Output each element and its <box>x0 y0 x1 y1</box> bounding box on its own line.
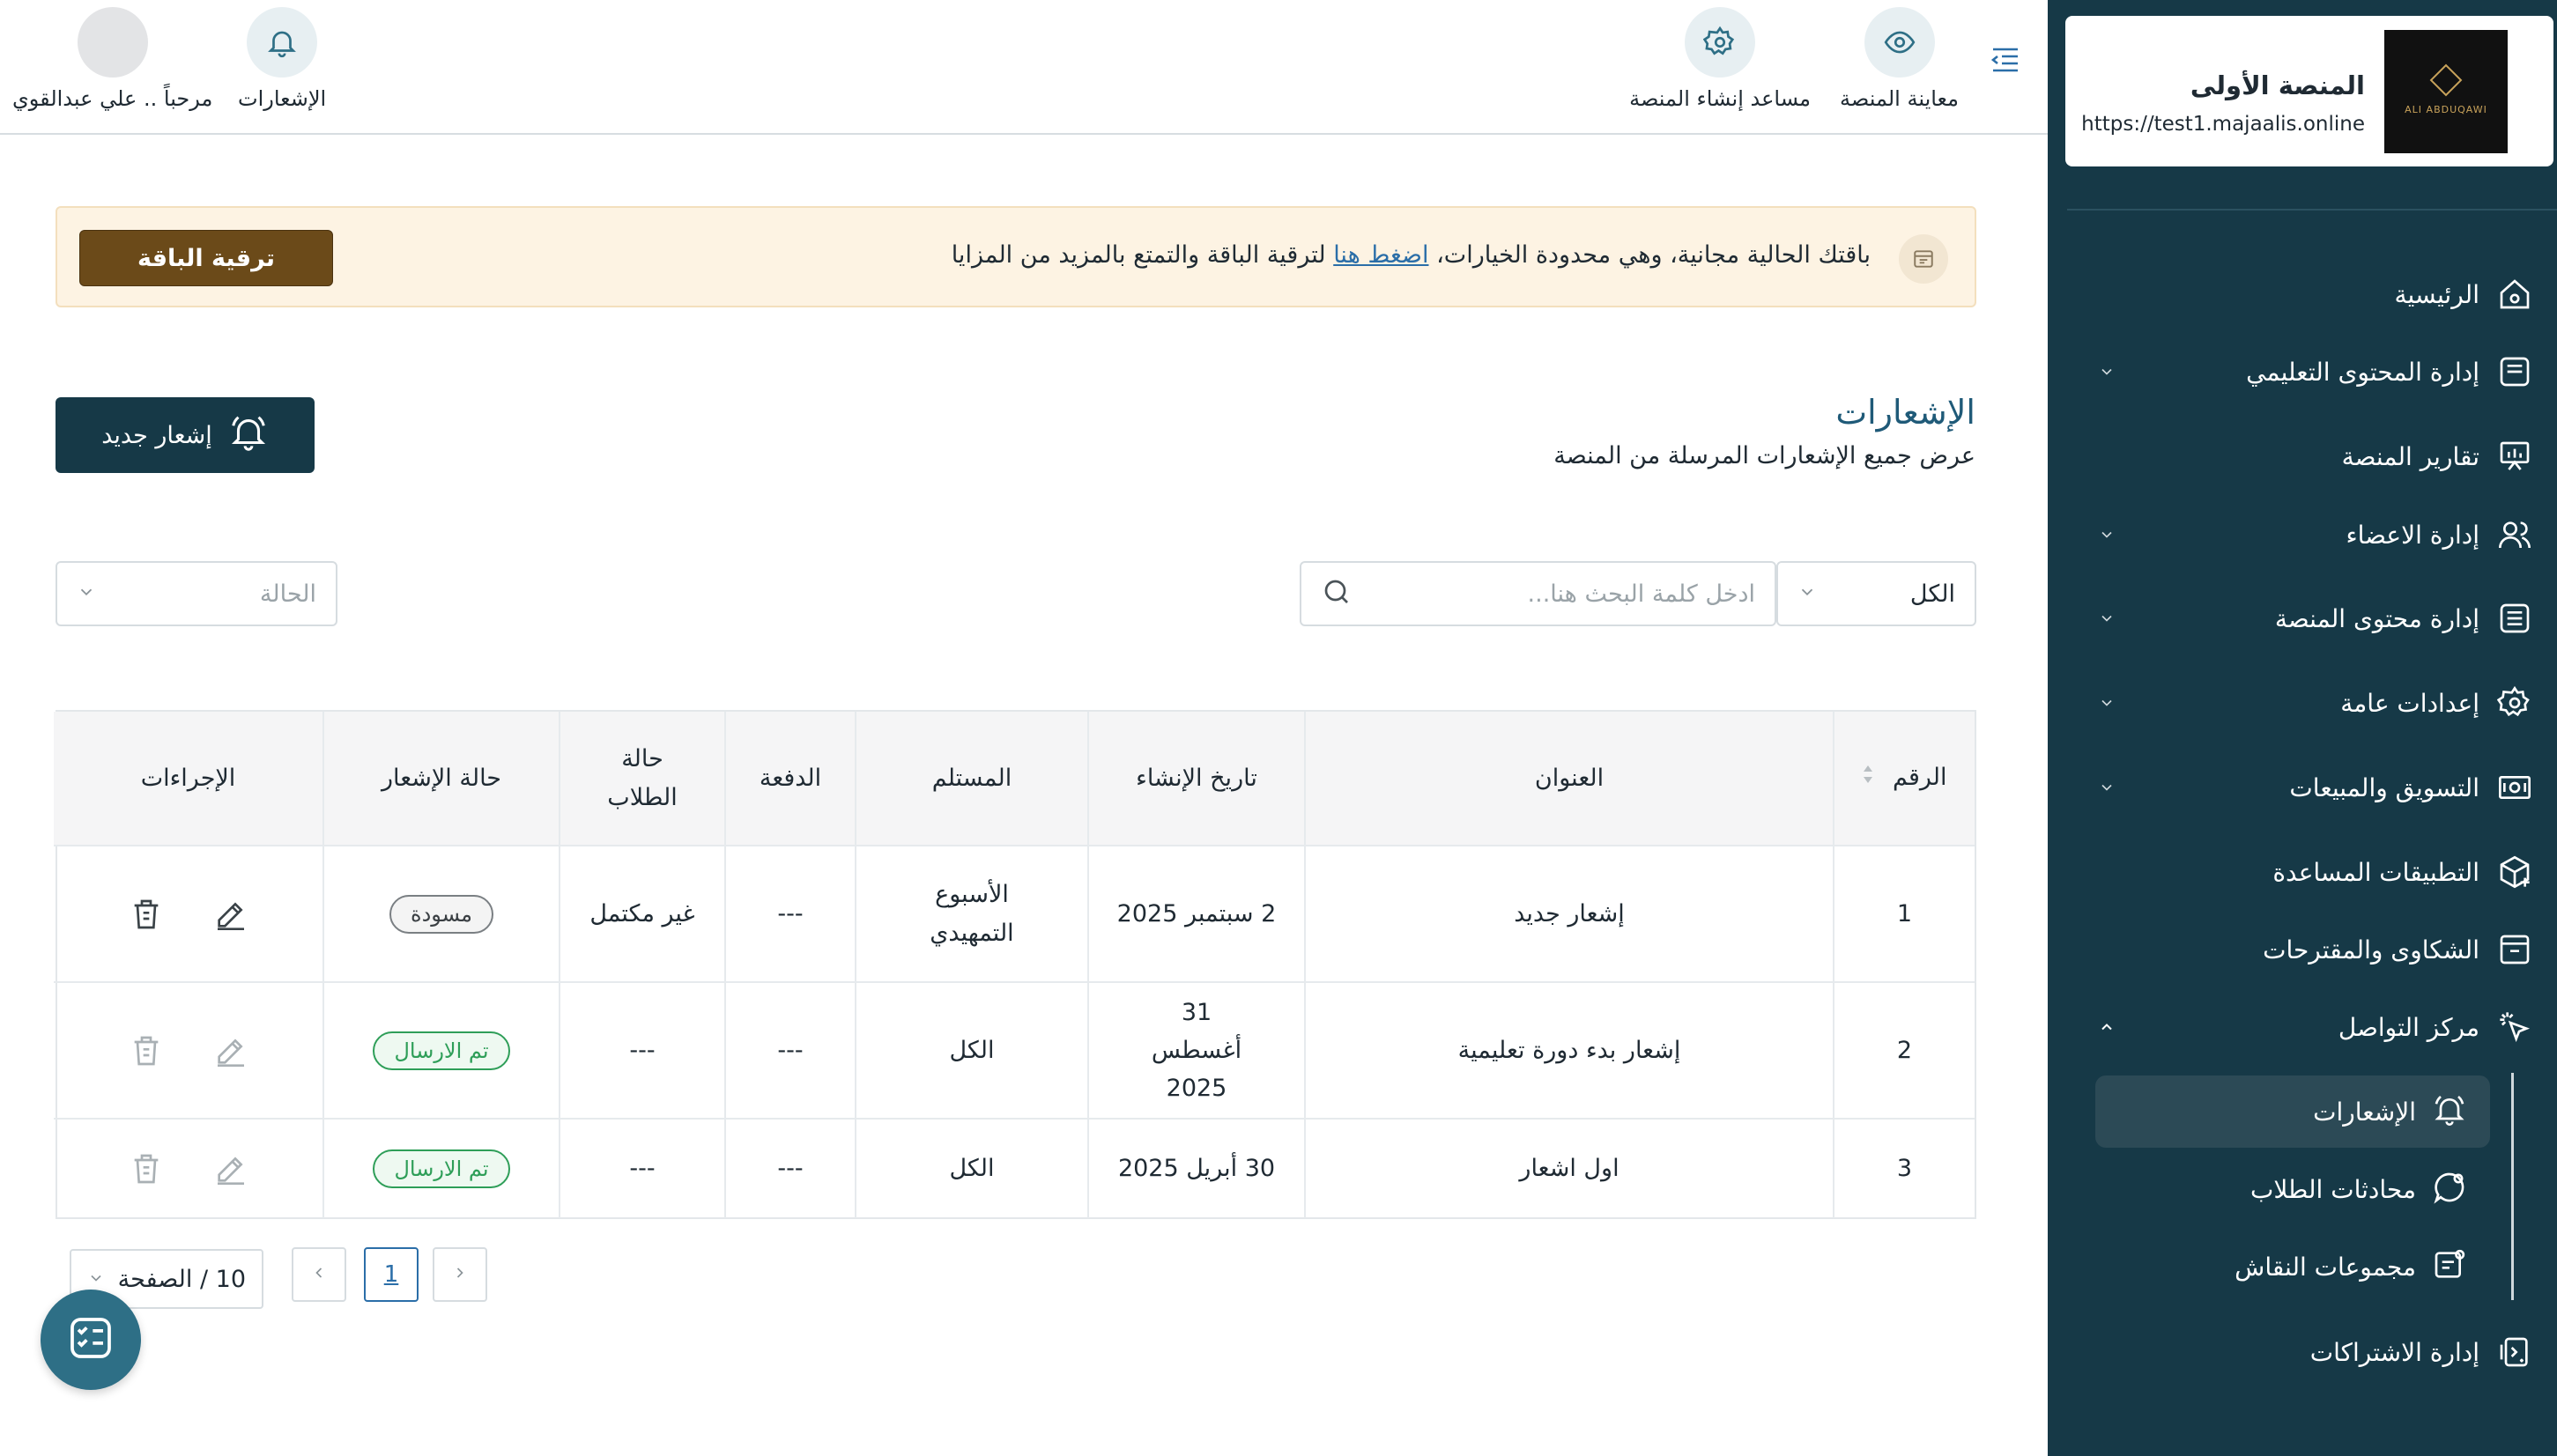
box-plus-icon <box>2495 853 2534 891</box>
brand-logo <box>2384 30 2508 153</box>
cell-number: 2 <box>1834 982 1975 1119</box>
banner-text-after: لترقية الباقة والتمتع بالمزيد من المزايا <box>951 241 1326 269</box>
type-filter-select[interactable] <box>1776 561 1976 626</box>
page-subtitle: عرض جميع الإشعارات المرسلة من المنصة <box>1553 442 1975 469</box>
cell-student-status: --- <box>560 1119 725 1218</box>
cell-recipient: الكل <box>856 982 1088 1119</box>
users-icon <box>2495 515 2534 554</box>
column-header-actions: الإجراءات <box>54 712 323 846</box>
cell-number: 1 <box>1834 846 1975 982</box>
cell-created: 31 أغسطس 2025 <box>1088 982 1305 1119</box>
trash-icon[interactable] <box>126 894 167 935</box>
column-header-batch: الدفعة <box>725 712 856 846</box>
bell-icon <box>2432 1092 2467 1131</box>
column-header-notification-status: حالة الإشعار <box>323 712 560 846</box>
sidebar-item-educational-content[interactable] <box>2094 345 2534 398</box>
sidebar-item-platform-content[interactable] <box>2094 592 2534 645</box>
chevron-down-icon <box>1797 580 1817 608</box>
notifications-button[interactable] <box>238 7 326 111</box>
assistant-label: مساعد إنشاء المنصة <box>1629 86 1811 111</box>
banner-message <box>952 241 1871 269</box>
sort-icon[interactable] <box>1862 759 1874 797</box>
chevron-down-icon[interactable] <box>2094 358 2120 385</box>
cell-number: 3 <box>1834 1119 1975 1218</box>
cell-notification-status <box>323 1119 560 1218</box>
chevron-left-icon <box>310 1261 328 1288</box>
edit-icon[interactable] <box>211 1031 251 1071</box>
new-notification-label: إشعار جديد <box>101 421 212 449</box>
cell-recipient: الأسبوع التمهيدي <box>856 846 1088 982</box>
sidebar-item-label: تقارير المنصة <box>2341 441 2479 471</box>
sidebar-item-label: إدارة الاعضاء <box>2346 520 2479 550</box>
bell-icon <box>247 7 317 78</box>
page-size-value: 10 / الصفحة <box>117 1265 246 1293</box>
column-header-number[interactable] <box>1834 712 1975 846</box>
brand-url: https://test1.majaalis.online <box>2081 113 2365 136</box>
notifications-table <box>56 710 1976 1219</box>
logo-diamond-icon <box>2430 63 2463 96</box>
platform-assistant-button[interactable] <box>1629 7 1811 111</box>
chevron-down-icon <box>77 580 96 608</box>
table-row <box>54 982 1975 1119</box>
top-bar <box>0 0 2048 135</box>
cell-actions <box>54 1119 323 1218</box>
sidebar-divider <box>2067 209 2557 211</box>
avatar <box>78 7 148 78</box>
cell-created: 2 سبتمبر 2025 <box>1088 846 1305 982</box>
gear-icon <box>2495 684 2534 722</box>
discussion-icon <box>2432 1247 2467 1286</box>
table-row <box>54 846 1975 982</box>
store-icon <box>1899 234 1948 284</box>
menu-toggle-icon[interactable] <box>1988 42 2023 78</box>
gear-icon <box>1685 7 1755 78</box>
new-notification-button[interactable] <box>56 397 315 473</box>
subscription-icon <box>2495 1333 2534 1371</box>
cell-actions <box>54 846 323 982</box>
pager-page-button[interactable]: 1 <box>364 1247 419 1302</box>
sidebar-item-label: التطبيقات المساعدة <box>2272 857 2479 887</box>
cell-student-status: --- <box>560 982 725 1119</box>
cell-actions <box>54 982 323 1119</box>
sidebar-item-subscriptions[interactable] <box>2094 1326 2534 1378</box>
cell-title: إشعار جديد <box>1305 846 1834 982</box>
sidebar-subitem-discussion-groups[interactable] <box>2095 1231 2490 1303</box>
cell-student-status: غير مكتمل <box>560 846 725 982</box>
sidebar-item-label: إعدادات عامة <box>2340 688 2479 718</box>
sidebar-item-label: الشكاوى والمقترحات <box>2263 935 2479 965</box>
status-badge: مسودة <box>389 895 493 934</box>
presentation-chart-icon <box>2495 437 2534 476</box>
column-header-student-status: حالة الطلاب <box>560 712 725 846</box>
bell-ring-icon <box>228 412 269 459</box>
sidebar-subitem-student-chats[interactable] <box>2095 1153 2490 1225</box>
page-title: الإشعارات <box>1835 393 1975 432</box>
sidebar-item-reports[interactable] <box>2094 430 2534 483</box>
cell-notification-status <box>323 846 560 982</box>
marketing-icon <box>2495 768 2534 807</box>
cursor-click-icon <box>2495 1008 2534 1046</box>
eye-icon <box>1864 7 1935 78</box>
cell-batch: --- <box>725 846 856 982</box>
sidebar-item-label: إدارة المحتوى التعليمي <box>2246 357 2479 387</box>
book-icon <box>2495 352 2534 391</box>
chevron-down-icon <box>87 1266 105 1293</box>
upgrade-plan-button[interactable]: ترقية الباقة <box>79 230 333 286</box>
upgrade-link[interactable]: اضغط هنا <box>1333 241 1429 269</box>
column-header-title: العنوان <box>1305 712 1834 846</box>
cell-created: 30 أبريل 2025 <box>1088 1119 1305 1218</box>
chevron-down-icon[interactable] <box>2094 690 2120 716</box>
cell-batch: --- <box>725 982 856 1119</box>
status-badge: تم الارسال <box>373 1031 509 1070</box>
type-filter-value: الكل <box>1909 580 1955 608</box>
search-icon[interactable] <box>1321 576 1353 611</box>
submenu-line <box>2511 1073 2514 1300</box>
checklist-fab-button[interactable] <box>41 1290 141 1390</box>
edit-icon[interactable] <box>211 1149 251 1189</box>
sidebar-item-helper-apps[interactable] <box>2094 846 2534 898</box>
sidebar-item-marketing[interactable] <box>2094 761 2534 814</box>
user-greeting: مرحباً .. علي عبدالقوي <box>12 86 213 111</box>
pager-next-button[interactable] <box>292 1247 346 1302</box>
brand-card[interactable] <box>2065 16 2553 166</box>
content-list-icon <box>2495 599 2534 638</box>
sidebar <box>2048 0 2557 1456</box>
sidebar-item-general-settings[interactable] <box>2094 676 2534 729</box>
home-icon <box>2495 275 2534 314</box>
sidebar-item-label: الإشعارات <box>2313 1097 2416 1127</box>
sidebar-item-label: التسويق والمبيعات <box>2289 772 2479 802</box>
column-header-created: تاريخ الإنشاء <box>1088 712 1305 846</box>
pager-prev-button[interactable] <box>433 1247 487 1302</box>
table-row <box>54 1119 1975 1218</box>
search-box <box>1300 561 1776 626</box>
cell-title: اول اشعار <box>1305 1119 1834 1218</box>
chevron-down-icon[interactable] <box>2094 605 2120 632</box>
cell-recipient: الكل <box>856 1119 1088 1218</box>
cell-title: إشعار بدء دورة تعليمية <box>1305 982 1834 1119</box>
preview-platform-button[interactable] <box>1840 7 1959 111</box>
header-number-label: الرقم <box>1893 764 1947 792</box>
sidebar-item-label: مركز التواصل <box>2338 1012 2479 1042</box>
free-plan-banner <box>56 206 1976 307</box>
sidebar-item-label: إدارة محتوى المنصة <box>2274 603 2479 633</box>
sidebar-item-communication-center[interactable] <box>2094 1001 2534 1053</box>
notifications-label: الإشعارات <box>238 86 327 111</box>
chevron-up-icon[interactable] <box>2094 1014 2120 1040</box>
trash-icon[interactable] <box>126 1149 167 1189</box>
cell-notification-status <box>323 982 560 1119</box>
sidebar-item-label: مجموعات النقاش <box>2235 1252 2416 1282</box>
checklist-icon <box>66 1313 115 1366</box>
sidebar-item-home[interactable] <box>2094 268 2534 321</box>
status-badge: تم الارسال <box>373 1149 509 1188</box>
table-header-row <box>54 712 1975 846</box>
brand-name: المنصة الأولى <box>2190 70 2365 100</box>
banner-text-before: باقتك الحالية مجانية، وهي محدودة الخيارات، <box>1436 241 1871 269</box>
trash-icon[interactable] <box>126 1031 167 1071</box>
chevron-down-icon[interactable] <box>2094 774 2120 801</box>
sidebar-item-complaints[interactable] <box>2094 923 2534 976</box>
logo-text: ALI ABDUQAWI <box>2405 103 2487 115</box>
sidebar-subitem-notifications[interactable] <box>2095 1075 2490 1148</box>
cell-batch: --- <box>725 1119 856 1218</box>
sidebar-item-label: إدارة الاشتراكات <box>2309 1337 2479 1367</box>
sidebar-item-members[interactable] <box>2094 508 2534 561</box>
chevron-down-icon[interactable] <box>2094 521 2120 548</box>
sidebar-item-label: محادثات الطلاب <box>2249 1174 2416 1204</box>
chat-icon <box>2432 1170 2467 1208</box>
sidebar-item-label: الرئيسية <box>2394 279 2479 309</box>
preview-label: معاينة المنصة <box>1840 86 1959 111</box>
user-menu[interactable] <box>12 7 212 111</box>
edit-icon[interactable] <box>211 894 251 935</box>
status-filter-placeholder: الحالة <box>259 580 316 608</box>
column-header-recipient: المستلم <box>856 712 1088 846</box>
chevron-right-icon <box>451 1261 469 1288</box>
status-filter-select[interactable] <box>56 561 337 626</box>
inbox-icon <box>2495 930 2534 969</box>
search-input[interactable] <box>1370 580 1755 608</box>
